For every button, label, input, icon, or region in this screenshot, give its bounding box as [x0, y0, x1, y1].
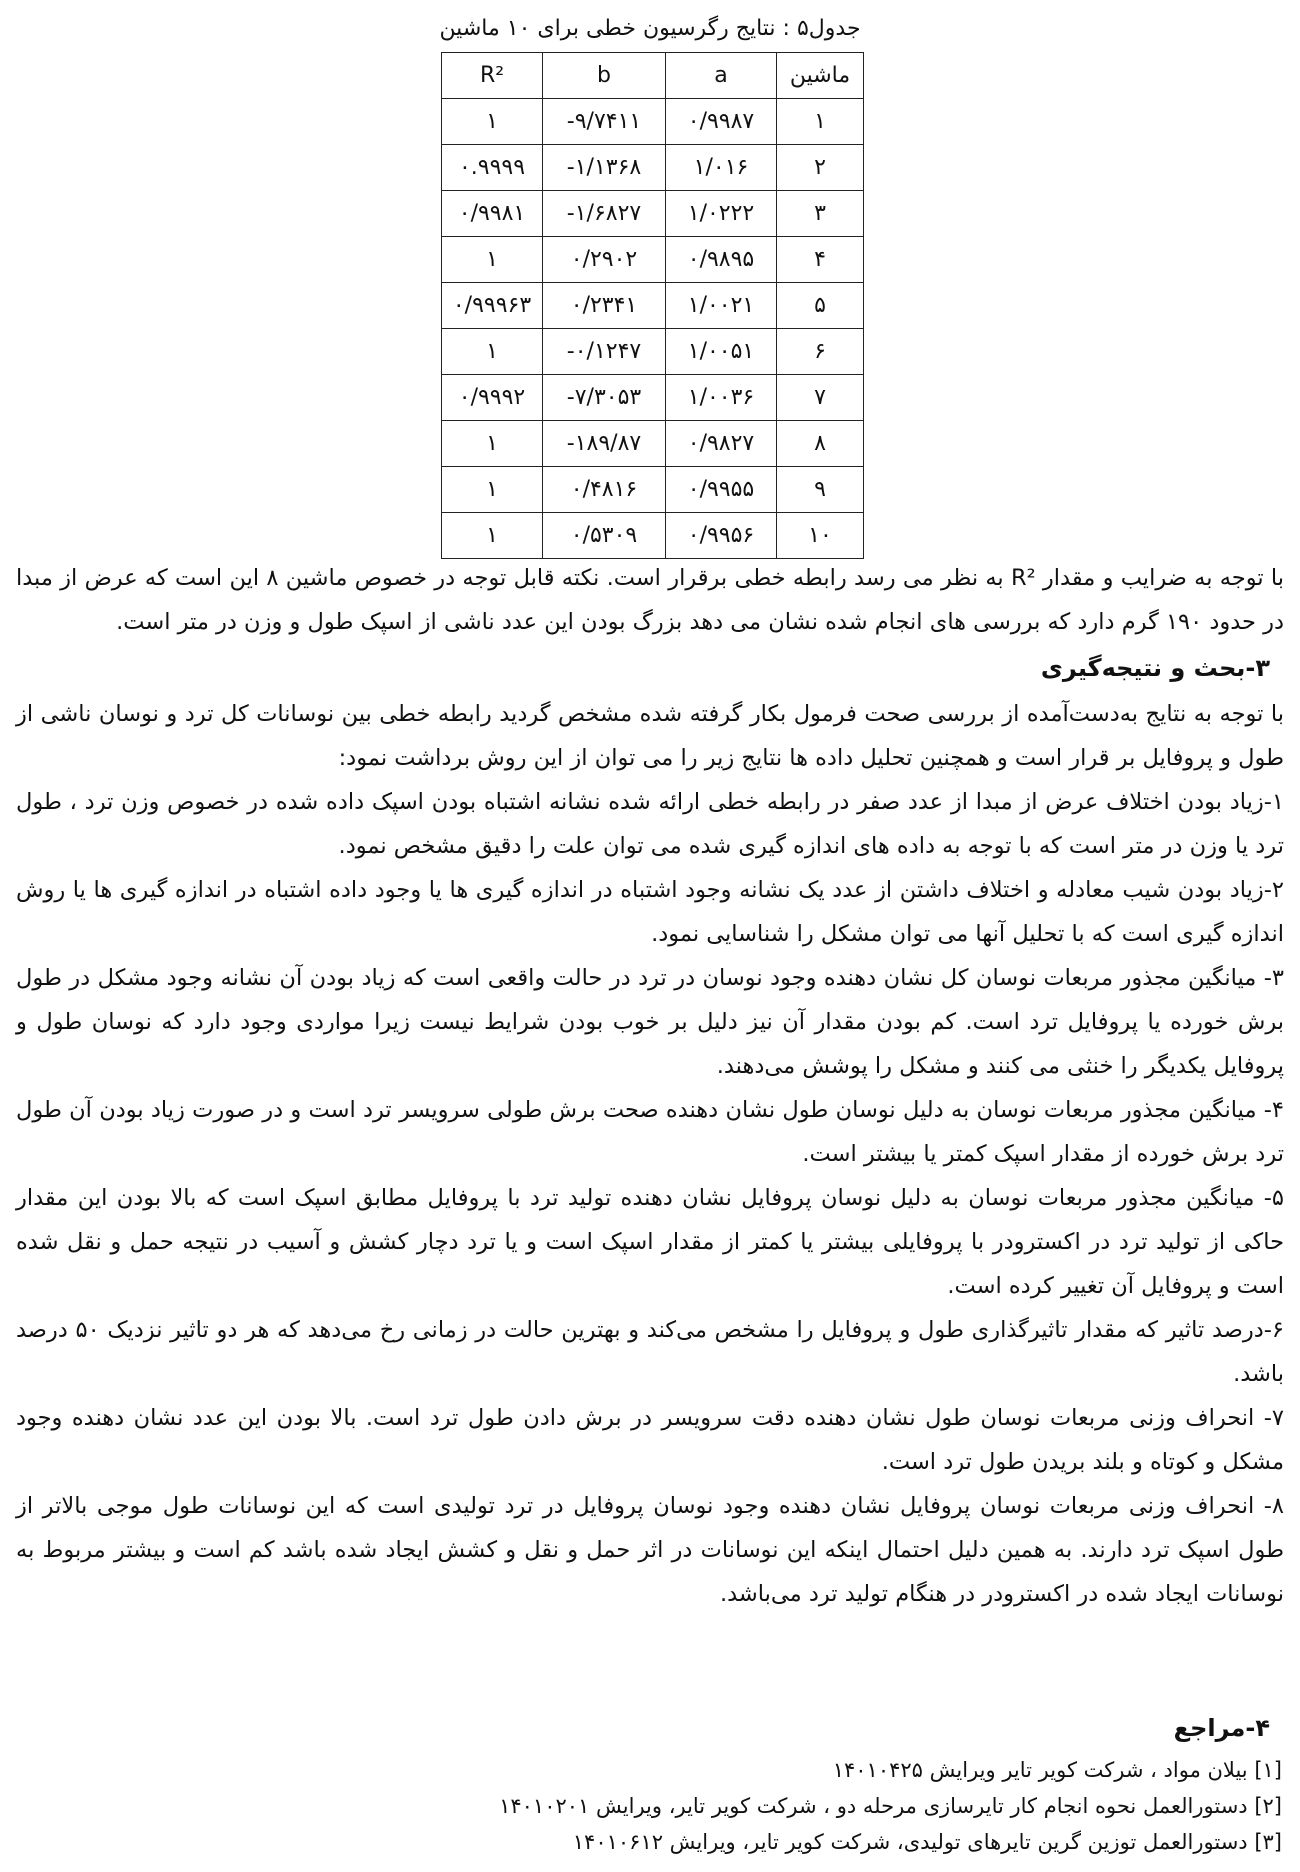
- cell-r2: ۱: [442, 421, 543, 467]
- cell-b: ۰/۴۸۱۶: [543, 467, 666, 513]
- intro-paragraph: با توجه به ضرایب و مقدار R² به نظر می رسد رابطه خطی برقرار است. نکته قابل توجه در خصوص ماشین ۸ این است که عرض از مبدا در حدود ۱۹۰ گرم دارد که بررسی های انجام شده نشان می دهد بزرگ بودن این عدد ناشی از اسپک طول و وزن در متر است.: [16, 565, 1284, 635]
- cell-r2: ۰/۹۹۹۲: [442, 375, 543, 421]
- cell-r2: ۱: [442, 513, 543, 559]
- section3-body: [16, 692, 1284, 1616]
- cell-a: ۱/۰۰۲۱: [666, 283, 777, 329]
- table-row: [442, 145, 864, 191]
- cell-b: -۱/۱۳۶۸: [543, 145, 666, 191]
- cell-b: -۱۸۹/۸۷: [543, 421, 666, 467]
- cell-b: ۰/۵۳۰۹: [543, 513, 666, 559]
- cell-r2: ۱: [442, 467, 543, 513]
- table-row: [442, 513, 864, 559]
- cell-a: ۱/۰۰۵۱: [666, 329, 777, 375]
- section3-paragraph: ۵- میانگین مجذور مربعات نوسان به دلیل نوسان پروفایل نشان دهنده تولید ترد با پروفایل مطابق اسپک است که بالا بودن این مقدار حاکی از تولید ترد در اکسترودر با پروفایلی بیشتر یا کمتر از مقدار اسپک است و یا ترد دچار کشش و آسیب در نتیجه حمل و نقل شده است و پروفایل آن تغییر کرده است.: [16, 1185, 1284, 1299]
- section3-paragraph: ۳- میانگین مجذور مربعات نوسان کل نشان دهنده وجود نوسان در ترد در حالت واقعی است که زیاد بودن آن نشانه وجود مشکل در طول برش خورده یا پروفایل ترد است. کم بودن مقدار آن نیز دلیل بر خوب بودن شرایط نیست زیرا مواردی وجود دارد که نوسان طول و پروفایل یکدیگر را خنثی می کنند و مشکل را پوشش می‌دهند.: [16, 965, 1284, 1079]
- reference-item: [۱] بیلان مواد ، شرکت کویر تایر ویرایش ۱۴۰۱۰۴۲۵: [832, 1758, 1282, 1782]
- table-row: [442, 467, 864, 513]
- cell-b: -۱/۶۸۲۷: [543, 191, 666, 237]
- cell-machine: ۷: [777, 375, 864, 421]
- regression-table: [441, 52, 864, 559]
- cell-b: -۹/۷۴۱۱: [543, 99, 666, 145]
- references-list: [12, 1752, 1282, 1860]
- section3-paragraph: ۷- انحراف وزنی مربعات نوسان طول نشان دهنده دقت سرویسر در برش دادن طول ترد است. بالا بودن این عدد نشان دهنده وجود مشکل و کوتاه و بلند بریدن طول ترد است.: [16, 1405, 1284, 1475]
- section3-heading: ۳-بحث و نتیجه‌گیری: [1040, 654, 1270, 682]
- section3-paragraph: ۶-درصد تاثیر که مقدار تاثیرگذاری طول و پروفایل را مشخص می‌کند و بهترین حالت در زمانی رخ می‌دهد که هر دو تاثیر نزدیک ۵۰ درصد باشد.: [16, 1317, 1285, 1387]
- cell-b: ۰/۲۳۴۱: [543, 283, 666, 329]
- cell-a: ۱/۰۰۳۶: [666, 375, 777, 421]
- cell-b: -۷/۳۰۵۳: [543, 375, 666, 421]
- cell-machine: ۳: [777, 191, 864, 237]
- cell-a: ۱/۰۱۶: [666, 145, 777, 191]
- table-row: [442, 283, 864, 329]
- cell-a: ۰/۹۸۲۷: [666, 421, 777, 467]
- cell-r2: ۰/۹۹۸۱: [442, 191, 543, 237]
- cell-b: -۰/۱۲۴۷: [543, 329, 666, 375]
- cell-machine: ۱: [777, 99, 864, 145]
- cell-a: ۰/۹۸۹۵: [666, 237, 777, 283]
- header-a: a: [666, 53, 777, 99]
- cell-a: ۰/۹۹۵۶: [666, 513, 777, 559]
- cell-r2: ۱: [442, 237, 543, 283]
- cell-machine: ۹: [777, 467, 864, 513]
- table-row: [442, 191, 864, 237]
- table-row: [442, 375, 864, 421]
- section3-paragraph: ۲-زیاد بودن شیب معادله و اختلاف داشتن از عدد یک نشانه وجود اشتباه در اندازه گیری ها یا وجود داده اشتباه در اندازه گیری ها یا روش اندازه گیری است که با تحلیل آنها می توان مشکل را شناسایی نمود.: [16, 877, 1284, 947]
- table-caption: جدول۵ : نتایج رگرسیون خطی برای ۱۰ ماشین: [439, 16, 861, 41]
- cell-r2: ۰/۹۹۹۶۳: [442, 283, 543, 329]
- section4-heading: ۴-مراجع: [1173, 1714, 1270, 1742]
- reference-item: [۳] دستورالعمل توزین گرین تایرهای تولیدی، شرکت کویر تایر، ویرایش ۱۴۰۱۰۶۱۲: [572, 1830, 1282, 1854]
- section3-paragraph: با توجه به نتایج به‌دست‌آمده از بررسی صحت فرمول بکار گرفته شده مشخص گردید رابطه خطی بین نوسانات کل ترد و نوسان ناشی از طول و پروفایل بر قرار است و همچنین تحلیل داده ها نتایج زیر را می توان از این روش برداشت نمود:: [16, 701, 1284, 771]
- cell-b: ۰/۲۹۰۲: [543, 237, 666, 283]
- table-row: [442, 329, 864, 375]
- reference-item: [۲] دستورالعمل نحوه انجام کار تایرسازی مرحله دو ، شرکت کویر تایر، ویرایش ۱۴۰۱۰۲۰۱: [499, 1794, 1282, 1818]
- section3-paragraph: ۴- میانگین مجذور مربعات نوسان به دلیل نوسان طول نشان دهنده صحت برش طولی سرویسر ترد است و در صورت زیاد بودن آن طول ترد برش خورده از مقدار اسپک کمتر یا بیشتر است.: [16, 1097, 1284, 1167]
- table-row: [442, 99, 864, 145]
- cell-machine: ۲: [777, 145, 864, 191]
- section3-paragraph: ۸- انحراف وزنی مربعات نوسان پروفایل نشان دهنده وجود نوسان پروفایل در ترد تولیدی است که این نوسانات طول موجی بالاتر از طول اسپک ترد دارند. به همین دلیل احتمال اینکه این نوسانات در اثر حمل و نقل و کشش ایجاد شده باشد کم است و بیشتر مربوط به نوسانات ایجاد شده در اکسترودر در هنگام تولید ترد می‌باشد.: [16, 1493, 1284, 1607]
- cell-a: ۱/۰۲۲۲: [666, 191, 777, 237]
- intro-text: [16, 556, 1284, 644]
- cell-a: ۰/۹۹۸۷: [666, 99, 777, 145]
- cell-r2: ۱: [442, 99, 543, 145]
- table-row: [442, 421, 864, 467]
- cell-r2: ۱: [442, 329, 543, 375]
- cell-machine: ۸: [777, 421, 864, 467]
- header-r2: R²: [442, 53, 543, 99]
- cell-machine: ۵: [777, 283, 864, 329]
- cell-machine: ۱۰: [777, 513, 864, 559]
- table-row: [442, 237, 864, 283]
- cell-machine: ۴: [777, 237, 864, 283]
- cell-machine: ۶: [777, 329, 864, 375]
- table-header-row: [442, 53, 864, 99]
- cell-a: ۰/۹۹۵۵: [666, 467, 777, 513]
- cell-r2: ۰.۹۹۹۹: [442, 145, 543, 191]
- header-machine: ماشین: [777, 53, 864, 99]
- header-b: b: [543, 53, 666, 99]
- section3-paragraph: ۱-زیاد بودن اختلاف عرض از مبدا از عدد صفر در رابطه خطی ارائه شده نشانه اشتباه بودن اسپک داده شده در خصوص وزن ترد ، طول ترد یا وزن در متر است که با توجه به داده های اندازه گیری شده می توان علت را دقیق مشخص نمود.: [16, 789, 1284, 859]
